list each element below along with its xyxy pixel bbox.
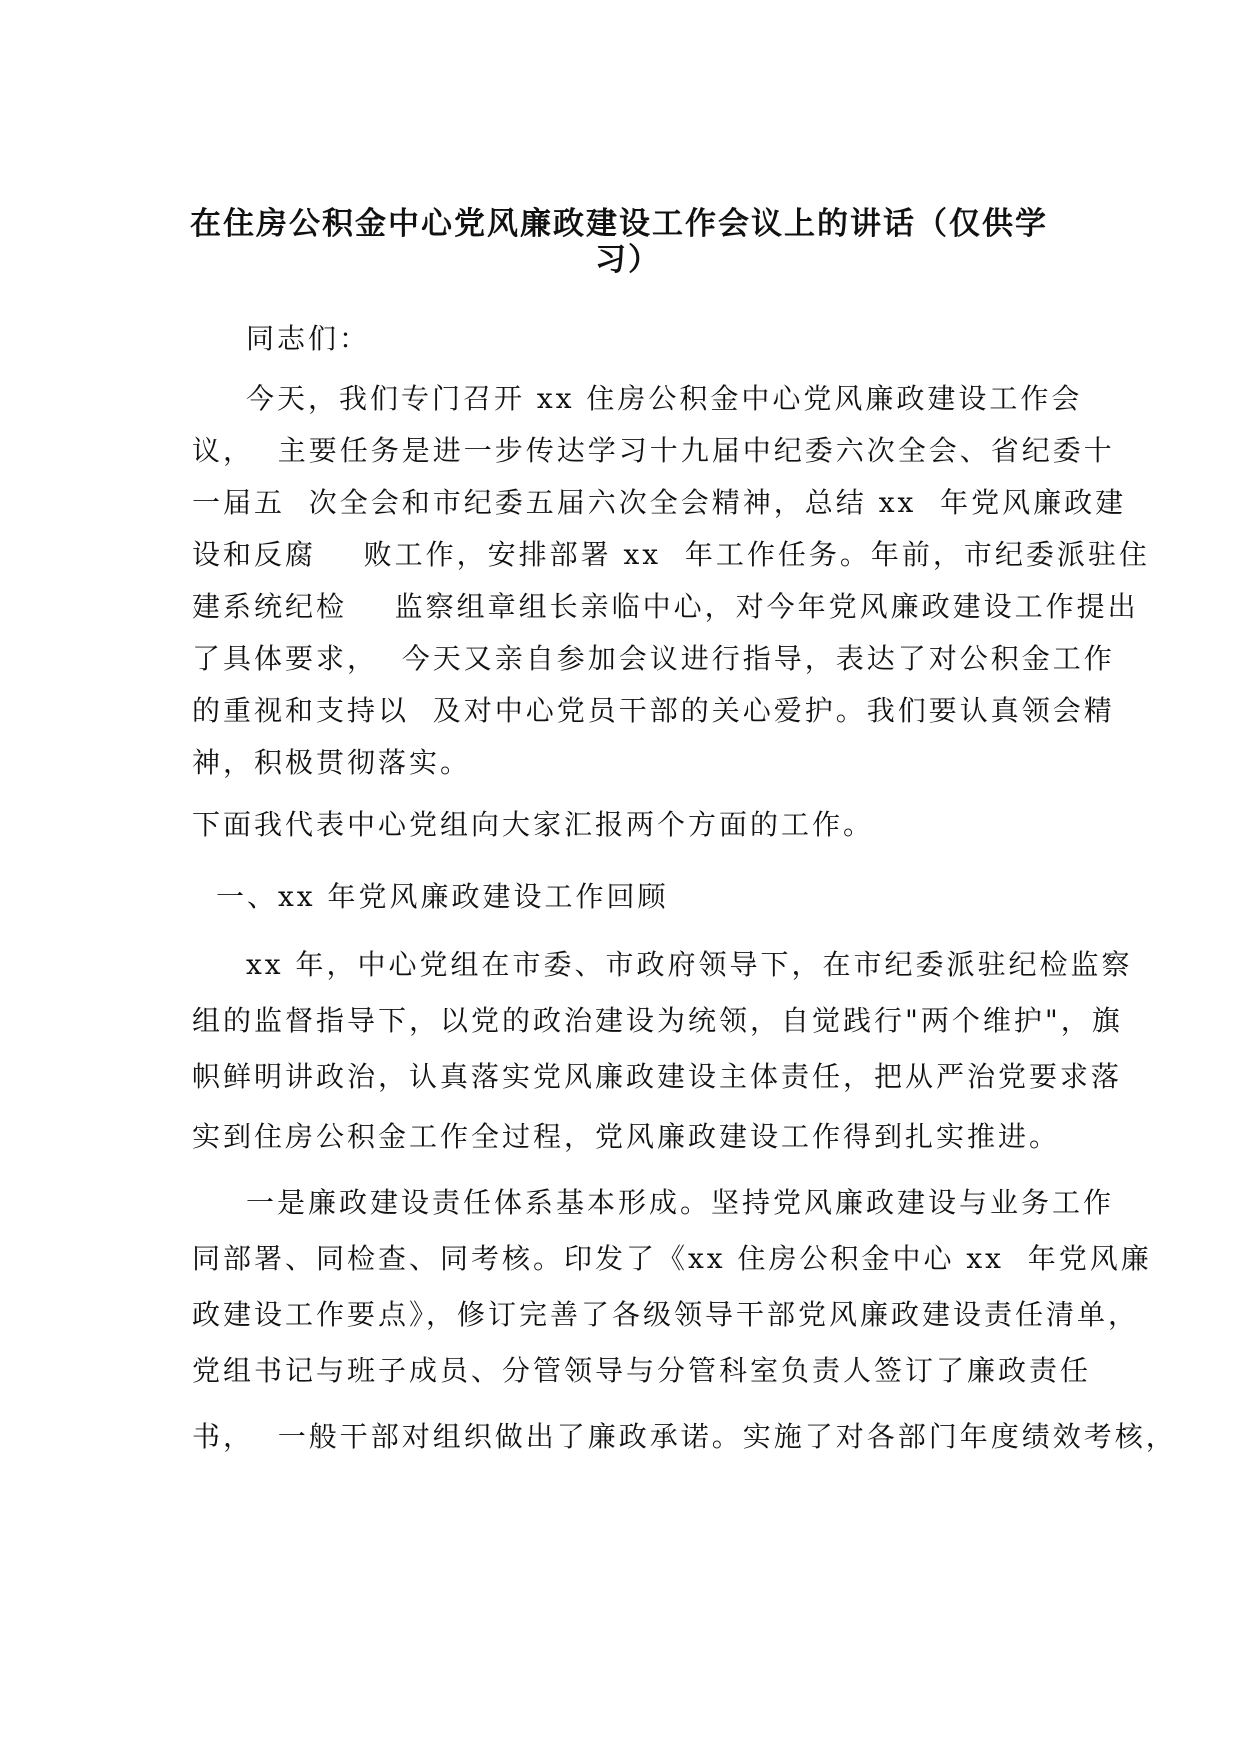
section-heading-1: 一、xx 年党风廉政建设工作回顾 (216, 880, 669, 913)
paragraph-1-line-4: 设和反腐 败工作，安排部署 xx 年工作任务。年前，市纪委派驻住 (192, 538, 1150, 571)
paragraph-2: 下面我代表中心党组向大家汇报两个方面的工作。 (192, 808, 875, 841)
paragraph-4-line-5: 书， 一般干部对组织做出了廉政承诺。实施了对各部门年度绩效考核， (192, 1420, 1177, 1453)
paragraph-3-line-4: 实到住房公积金工作全过程，党风廉政建设工作得到扎实推进。 (192, 1120, 1061, 1153)
paragraph-4-line-4: 党组书记与班子成员、分管领导与分管科室负责人签订了廉政责任 (192, 1354, 1092, 1387)
paragraph-1-line-1: 今天，我们专门召开 xx 住房公积金中心党风廉政建设工作会 (246, 382, 1083, 415)
paragraph-3-line-2: 组的监督指导下，以党的政治建设为统领，自觉践行"两个维护"，旗 (192, 1004, 1123, 1037)
document-title-line-1: 在住房公积金中心党风廉政建设工作会议上的讲话（仅供学 (190, 206, 1048, 242)
paragraph-1-line-5: 建系统纪检 监察组章组长亲临中心，对今年党风廉政建设工作提出 (192, 590, 1139, 623)
paragraph-4-line-2: 同部署、同检查、同考核。印发了《xx 住房公积金中心 xx 年党风廉 (192, 1242, 1152, 1275)
paragraph-1-line-3: 一届五 次全会和市纪委五届六次全会精神，总结 xx 年党风廉政建 (192, 486, 1127, 519)
paragraph-3-line-3: 帜鲜明讲政治，认真落实党风廉政建设主体责任，把从严治党要求落 (192, 1060, 1123, 1093)
paragraph-4-line-3: 政建设工作要点》，修订完善了各级领导干部党风廉政建设责任清单， (192, 1298, 1140, 1331)
paragraph-1-line-2: 议， 主要任务是进一步传达学习十九届中纪委六次全会、省纪委十 (192, 434, 1115, 467)
document-title-line-2: 习） (595, 242, 661, 278)
paragraph-1-line-8: 神，积极贯彻落实。 (192, 746, 472, 779)
paragraph-1-line-6: 了具体要求， 今天又亲自参加会议进行指导，表达了对公积金工作 (192, 642, 1115, 675)
paragraph-3-line-1: xx 年，中心党组在市委、市政府领导下，在市纪委派驻纪检监察 (246, 948, 1133, 981)
paragraph-4-line-1: 一是廉政建设责任体系基本形成。坚持党风廉政建设与业务工作 (246, 1186, 1115, 1219)
salutation: 同志们： (246, 322, 371, 355)
paragraph-1-line-7: 的重视和支持以 及对中心党员干部的关心爱护。我们要认真领会精 (192, 694, 1115, 727)
